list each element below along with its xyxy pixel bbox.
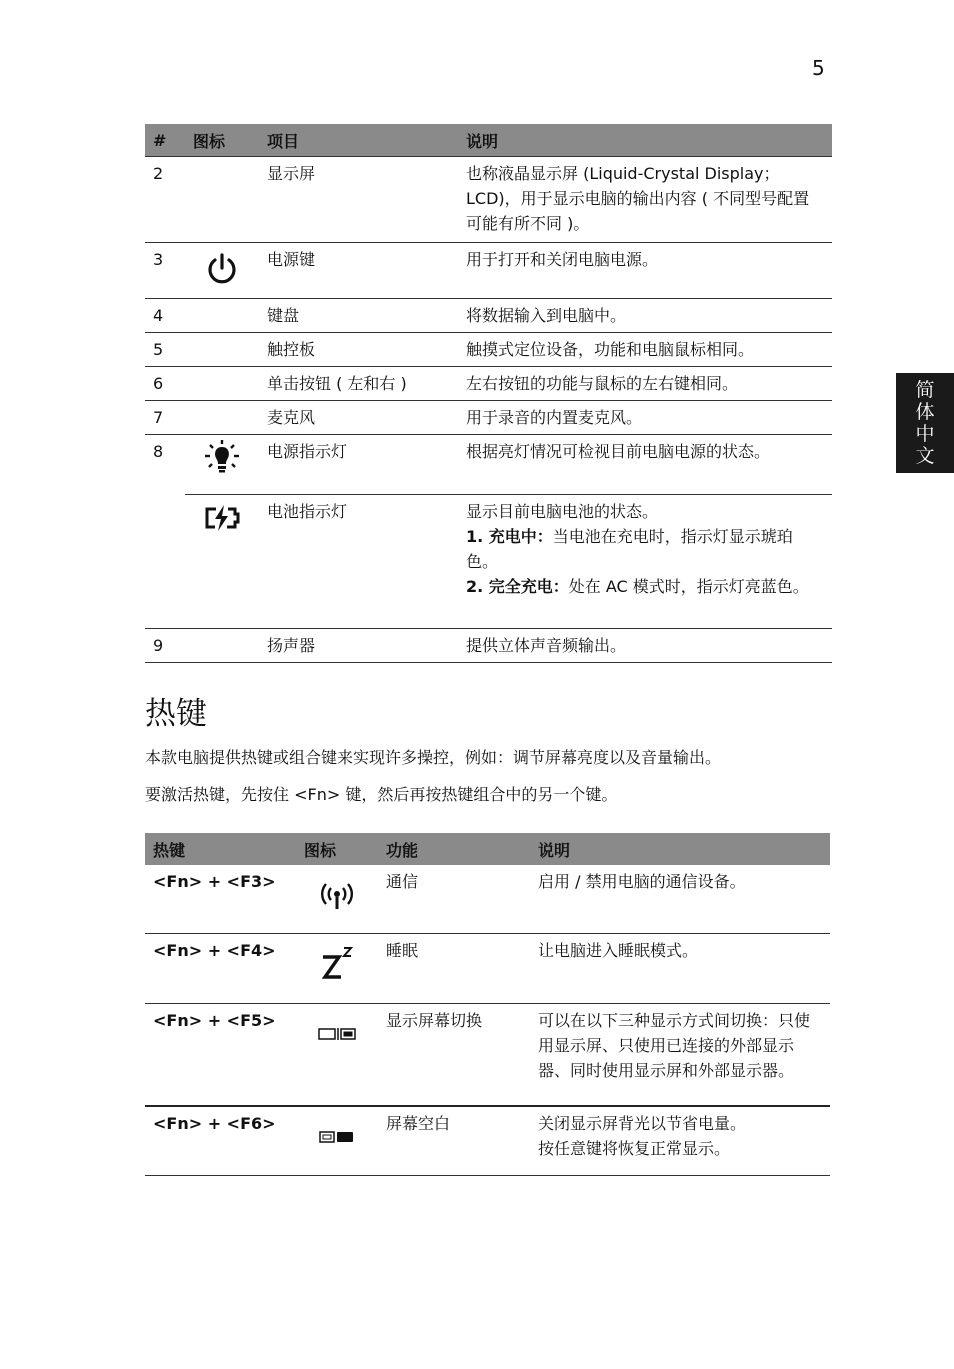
intro-paragraph: 本款电脑提供热键或组合键来实现许多操控，例如：调节屏幕亮度以及音量输出。	[145, 748, 722, 767]
power-indicator-icon	[202, 439, 242, 479]
intro-paragraph: 要激活热键，先按住 <Fn> 键，然后再按热键组合中的另一个键。	[145, 785, 618, 804]
table-row: <Fn> + <F6> 屏幕空白 关闭显示屏背光以节省电量。 按任意键将恢复正常显示。	[145, 1106, 830, 1175]
header-desc: 说明	[458, 124, 832, 157]
header-item: 项目	[259, 124, 458, 157]
wireless-icon	[317, 881, 357, 911]
header-icon: 图标	[296, 833, 378, 865]
header-function: 功能	[378, 833, 530, 865]
header-hotkey: 热键	[145, 833, 296, 865]
table-row: 7 麦克风 用于录音的内置麦克风。	[145, 401, 832, 435]
table-row: 9 扬声器 提供立体声音频输出。	[145, 629, 832, 663]
table-row: 2 显示屏 也称液晶显示屏 (Liquid-Crystal Display；LCD)，用于显示电脑的输出内容 ( 不同型号配置可能有所不同 )。	[145, 157, 832, 243]
table-row: 5 触控板 触摸式定位设备，功能和电脑鼠标相同。	[145, 333, 832, 367]
components-table	[145, 124, 832, 663]
language-tab: 简体中文	[896, 373, 954, 473]
header-icon: 图标	[185, 124, 259, 157]
table-row: <Fn> + <F3> 通信 启用 / 禁用电脑的通信设备。	[145, 865, 830, 933]
table-row: <Fn> + <F4> 睡眠 让电脑进入睡眠模式。	[145, 933, 830, 1003]
table-row: 4 键盘 将数据输入到电脑中。	[145, 299, 832, 333]
header-desc: 说明	[530, 833, 830, 865]
table-row: 电池指示灯 显示目前电脑电池的状态。 1. 充电中：当电池在充电时，指示灯显示琥珀色。 2. 完全充电：处在 AC 模式时，指示灯亮蓝色。	[145, 495, 832, 629]
header-num: #	[145, 124, 185, 157]
power-icon	[204, 251, 240, 287]
table-row: <Fn> + <F5> 显示屏幕切换 可以在以下三种显示方式间切换：只使用显示屏、只使用已连接的外部显示器、同时使用显示屏和外部显示器。	[145, 1003, 830, 1106]
battery-indicator-icon	[202, 503, 242, 533]
sleep-icon	[317, 942, 357, 982]
table-row: 8 电源指示灯 根据亮灯情况可检视目前电脑电源的状态。	[145, 435, 832, 495]
page-number: 5	[812, 56, 825, 80]
section-title: 热键	[145, 696, 207, 732]
display-toggle-icon	[317, 1026, 357, 1042]
hotkeys-table	[145, 833, 830, 1176]
table-row: 6 单击按钮 ( 左和右 ) 左右按钮的功能与鼠标的左右键相同。	[145, 367, 832, 401]
screen-blank-icon	[317, 1129, 357, 1145]
table-row: 3 电源键 用于打开和关闭电脑电源。	[145, 243, 832, 299]
